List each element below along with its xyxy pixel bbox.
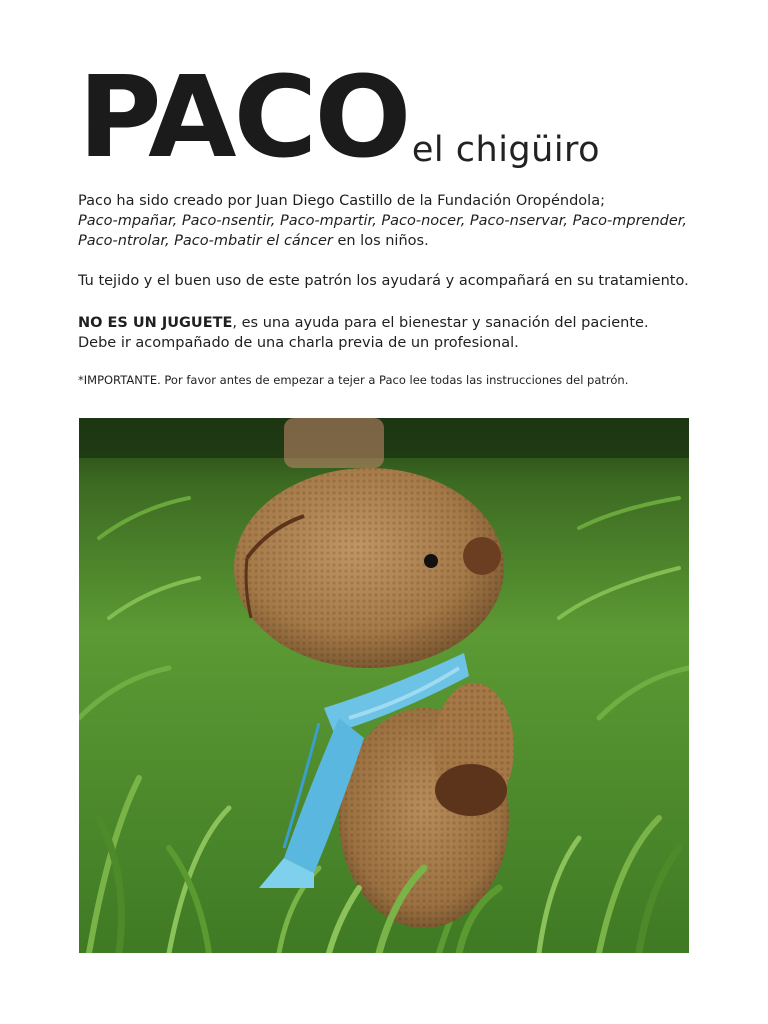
capybara-photo [79,418,689,953]
warning-line-1 [78,313,698,333]
warning-paragraph [78,313,698,353]
photo-illustration [79,418,689,953]
warning-bold: NO ES UN JUGUETE [78,315,233,331]
intro-line-3-plain: en los niños. [332,233,429,249]
intro-paragraph [78,191,698,251]
warning-rest: , es una ayuda para el bienestar y sanación del paciente. [232,315,649,331]
intro-line-3-italic: Paco-ntrolar, Paco-mbatir el cáncer [78,233,333,249]
important-note: *IMPORTANTE. Por favor antes de empezar a tejer a Paco lee todas las instrucciones del patrón. [78,373,629,387]
treatment-paragraph: Tu tejido y el buen uso de este patrón los ayudará y acompañará en su tratamiento. [78,273,689,289]
intro-line-1: Paco ha sido creado por Juan Diego Castillo de la Fundación Oropéndola; [78,193,605,209]
blurred-pot [284,418,384,468]
nose-ear [463,537,501,575]
title-block [78,53,601,183]
intro-line-2: Paco-mpañar, Paco-nsentir, Paco-mpartir, Paco-nocer, Paco-nservar, Paco-mprender, [78,213,688,229]
paw [435,764,507,816]
title-main: PACO [78,53,409,183]
eye [424,554,438,568]
warning-line-2: Debe ir acompañado de una charla previa de un profesional. [78,335,519,351]
title-subtitle: el chigüiro [411,130,601,170]
intro-line-3 [78,231,698,251]
